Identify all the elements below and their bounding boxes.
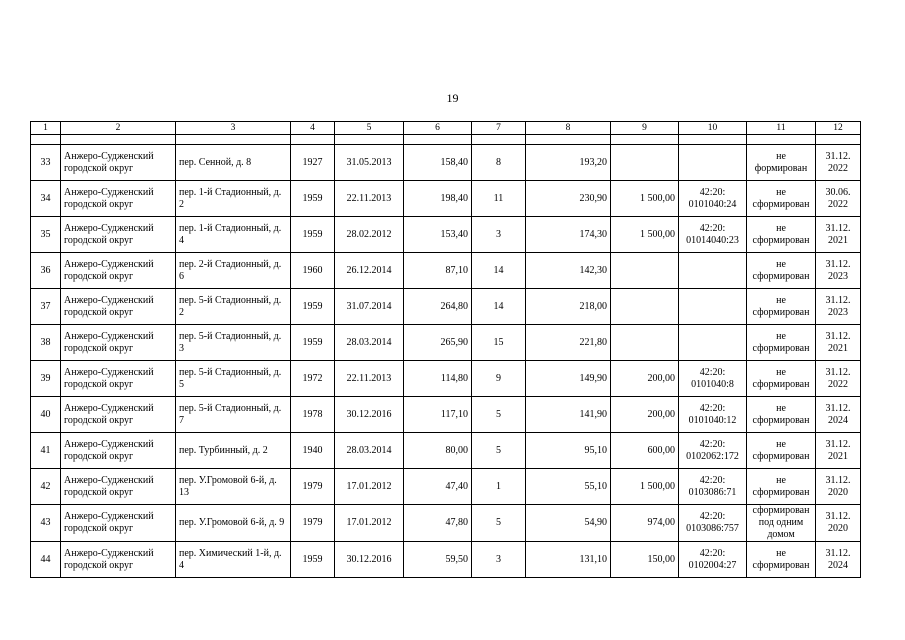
table-row (31, 542, 861, 578)
amount-cell: 150,00 (611, 542, 679, 578)
count-cell: 5 (472, 505, 526, 542)
address-cell: пер. 1-й Стадионный, д. 4 (176, 217, 291, 253)
organization-cell: Анжеро-Судженский городской округ (61, 542, 176, 578)
land-status-cell: не сформирован (747, 253, 816, 289)
total-area-cell: 95,10 (526, 433, 611, 469)
address-cell: пер. У.Громовой 6-й, д. 13 (176, 469, 291, 505)
table-body (31, 122, 861, 578)
table-row (31, 505, 861, 542)
column-header: 9 (611, 122, 679, 135)
table-row (31, 145, 861, 181)
row-number-cell: 36 (31, 253, 61, 289)
year-cell: 1927 (291, 145, 335, 181)
column-number-row (31, 122, 861, 135)
amount-cell (611, 253, 679, 289)
total-area-cell: 218,00 (526, 289, 611, 325)
total-area-cell: 174,30 (526, 217, 611, 253)
date-cell: 28.02.2012 (335, 217, 404, 253)
deadline-cell: 31.12. 2020 (816, 505, 861, 542)
row-number-cell: 34 (31, 181, 61, 217)
area-cell: 47,80 (404, 505, 472, 542)
year-cell: 1959 (291, 181, 335, 217)
organization-cell: Анжеро-Судженский городской округ (61, 181, 176, 217)
address-cell: пер. 5-й Стадионный, д. 7 (176, 397, 291, 433)
date-cell: 17.01.2012 (335, 505, 404, 542)
count-cell: 5 (472, 397, 526, 433)
cadastral-number-cell (679, 145, 747, 181)
total-area-cell: 221,80 (526, 325, 611, 361)
area-cell: 47,40 (404, 469, 472, 505)
cadastral-number-cell: 42:20: 0102062:172 (679, 433, 747, 469)
address-cell: пер. Химический 1-й, д. 4 (176, 542, 291, 578)
year-cell: 1959 (291, 217, 335, 253)
count-cell: 11 (472, 181, 526, 217)
column-header: 8 (526, 122, 611, 135)
row-number-cell: 33 (31, 145, 61, 181)
organization-cell: Анжеро-Судженский городской округ (61, 217, 176, 253)
year-cell: 1979 (291, 505, 335, 542)
area-cell: 153,40 (404, 217, 472, 253)
column-header: 6 (404, 122, 472, 135)
column-header: 2 (61, 122, 176, 135)
year-cell: 1960 (291, 253, 335, 289)
organization-cell: Анжеро-Судженский городской округ (61, 289, 176, 325)
deadline-cell: 31.12. 2020 (816, 469, 861, 505)
table-row (31, 361, 861, 397)
page-number: 19 (446, 91, 459, 105)
count-cell: 15 (472, 325, 526, 361)
deadline-cell: 31.12. 2021 (816, 433, 861, 469)
year-cell: 1979 (291, 469, 335, 505)
land-status-cell: не сформирован (747, 361, 816, 397)
amount-cell: 1 500,00 (611, 217, 679, 253)
amount-cell: 974,00 (611, 505, 679, 542)
spacer-row (31, 135, 861, 145)
row-number-cell: 39 (31, 361, 61, 397)
count-cell: 5 (472, 433, 526, 469)
date-cell: 22.11.2013 (335, 181, 404, 217)
count-cell: 9 (472, 361, 526, 397)
cadastral-number-cell: 42:20: 0101040:12 (679, 397, 747, 433)
address-cell: пер. У.Громовой 6-й, д. 9 (176, 505, 291, 542)
year-cell: 1959 (291, 325, 335, 361)
total-area-cell: 193,20 (526, 145, 611, 181)
amount-cell: 200,00 (611, 361, 679, 397)
address-cell: пер. 5-й Стадионный, д. 5 (176, 361, 291, 397)
row-number-cell: 37 (31, 289, 61, 325)
date-cell: 26.12.2014 (335, 253, 404, 289)
area-cell: 264,80 (404, 289, 472, 325)
column-header: 4 (291, 122, 335, 135)
date-cell: 17.01.2012 (335, 469, 404, 505)
amount-cell (611, 325, 679, 361)
count-cell: 3 (472, 217, 526, 253)
count-cell: 8 (472, 145, 526, 181)
column-header: 7 (472, 122, 526, 135)
address-cell: пер. 5-й Стадионный, д. 2 (176, 289, 291, 325)
cadastral-number-cell: 42:20: 0102004:27 (679, 542, 747, 578)
deadline-cell: 31.12. 2024 (816, 397, 861, 433)
cadastral-number-cell: 42:20: 0103086:71 (679, 469, 747, 505)
cadastral-number-cell (679, 289, 747, 325)
deadline-cell: 31.12. 2021 (816, 325, 861, 361)
row-number-cell: 42 (31, 469, 61, 505)
table-row (31, 253, 861, 289)
total-area-cell: 142,30 (526, 253, 611, 289)
housing-registry-table (30, 121, 861, 578)
address-cell: пер. 2-й Стадионный, д. 6 (176, 253, 291, 289)
address-cell: пер. Турбинный, д. 2 (176, 433, 291, 469)
deadline-cell: 31.12. 2023 (816, 289, 861, 325)
organization-cell: Анжеро-Судженский городской округ (61, 253, 176, 289)
organization-cell: Анжеро-Судженский городской округ (61, 325, 176, 361)
column-header: 1 (31, 122, 61, 135)
land-status-cell: не сформирован (747, 469, 816, 505)
date-cell: 31.07.2014 (335, 289, 404, 325)
organization-cell: Анжеро-Судженский городской округ (61, 145, 176, 181)
land-status-cell: не сформирован (747, 289, 816, 325)
row-number-cell: 38 (31, 325, 61, 361)
year-cell: 1978 (291, 397, 335, 433)
organization-cell: Анжеро-Судженский городской округ (61, 469, 176, 505)
count-cell: 14 (472, 253, 526, 289)
address-cell: пер. Сенной, д. 8 (176, 145, 291, 181)
date-cell: 30.12.2016 (335, 397, 404, 433)
deadline-cell: 31.12. 2022 (816, 361, 861, 397)
column-header: 5 (335, 122, 404, 135)
cadastral-number-cell: 42:20: 0103086:757 (679, 505, 747, 542)
total-area-cell: 141,90 (526, 397, 611, 433)
deadline-cell: 31.12. 2022 (816, 145, 861, 181)
deadline-cell: 30.06. 2022 (816, 181, 861, 217)
cadastral-number-cell (679, 253, 747, 289)
cadastral-number-cell: 42:20: 0101040:8 (679, 361, 747, 397)
row-number-cell: 44 (31, 542, 61, 578)
count-cell: 1 (472, 469, 526, 505)
year-cell: 1940 (291, 433, 335, 469)
row-number-cell: 43 (31, 505, 61, 542)
organization-cell: Анжеро-Судженский городской округ (61, 433, 176, 469)
column-header: 3 (176, 122, 291, 135)
table-row (31, 433, 861, 469)
area-cell: 265,90 (404, 325, 472, 361)
table-row (31, 325, 861, 361)
address-cell: пер. 1-й Стадионный, д. 2 (176, 181, 291, 217)
amount-cell (611, 289, 679, 325)
date-cell: 28.03.2014 (335, 433, 404, 469)
column-header: 11 (747, 122, 816, 135)
cadastral-number-cell: 42:20: 01014040:23 (679, 217, 747, 253)
area-cell: 87,10 (404, 253, 472, 289)
area-cell: 158,40 (404, 145, 472, 181)
table-row (31, 217, 861, 253)
organization-cell: Анжеро-Судженский городской округ (61, 397, 176, 433)
total-area-cell: 230,90 (526, 181, 611, 217)
amount-cell (611, 145, 679, 181)
table-row (31, 289, 861, 325)
row-number-cell: 35 (31, 217, 61, 253)
land-status-cell: сформирован под одним домом (747, 505, 816, 542)
land-status-cell: не сформирован (747, 325, 816, 361)
total-area-cell: 149,90 (526, 361, 611, 397)
area-cell: 114,80 (404, 361, 472, 397)
land-status-cell: не сформирован (747, 542, 816, 578)
table-row (31, 181, 861, 217)
row-number-cell: 41 (31, 433, 61, 469)
cadastral-number-cell: 42:20: 0101040:24 (679, 181, 747, 217)
area-cell: 198,40 (404, 181, 472, 217)
cadastral-number-cell (679, 325, 747, 361)
column-header: 10 (679, 122, 747, 135)
total-area-cell: 54,90 (526, 505, 611, 542)
land-status-cell: не сформирован (747, 397, 816, 433)
organization-cell: Анжеро-Судженский городской округ (61, 505, 176, 542)
year-cell: 1959 (291, 542, 335, 578)
area-cell: 80,00 (404, 433, 472, 469)
organization-cell: Анжеро-Судженский городской округ (61, 361, 176, 397)
table-row (31, 397, 861, 433)
land-status-cell: не сформирован (747, 433, 816, 469)
area-cell: 59,50 (404, 542, 472, 578)
amount-cell: 200,00 (611, 397, 679, 433)
amount-cell: 600,00 (611, 433, 679, 469)
address-cell: пер. 5-й Стадионный, д. 3 (176, 325, 291, 361)
year-cell: 1972 (291, 361, 335, 397)
land-status-cell: не сформирован (747, 181, 816, 217)
row-number-cell: 40 (31, 397, 61, 433)
date-cell: 31.05.2013 (335, 145, 404, 181)
date-cell: 30.12.2016 (335, 542, 404, 578)
amount-cell: 1 500,00 (611, 469, 679, 505)
column-header: 12 (816, 122, 861, 135)
table-row (31, 469, 861, 505)
total-area-cell: 131,10 (526, 542, 611, 578)
amount-cell: 1 500,00 (611, 181, 679, 217)
land-status-cell: не сформирован (747, 217, 816, 253)
total-area-cell: 55,10 (526, 469, 611, 505)
date-cell: 22.11.2013 (335, 361, 404, 397)
count-cell: 14 (472, 289, 526, 325)
deadline-cell: 31.12. 2023 (816, 253, 861, 289)
count-cell: 3 (472, 542, 526, 578)
deadline-cell: 31.12. 2024 (816, 542, 861, 578)
land-status-cell: не формирован (747, 145, 816, 181)
deadline-cell: 31.12. 2021 (816, 217, 861, 253)
year-cell: 1959 (291, 289, 335, 325)
area-cell: 117,10 (404, 397, 472, 433)
date-cell: 28.03.2014 (335, 325, 404, 361)
